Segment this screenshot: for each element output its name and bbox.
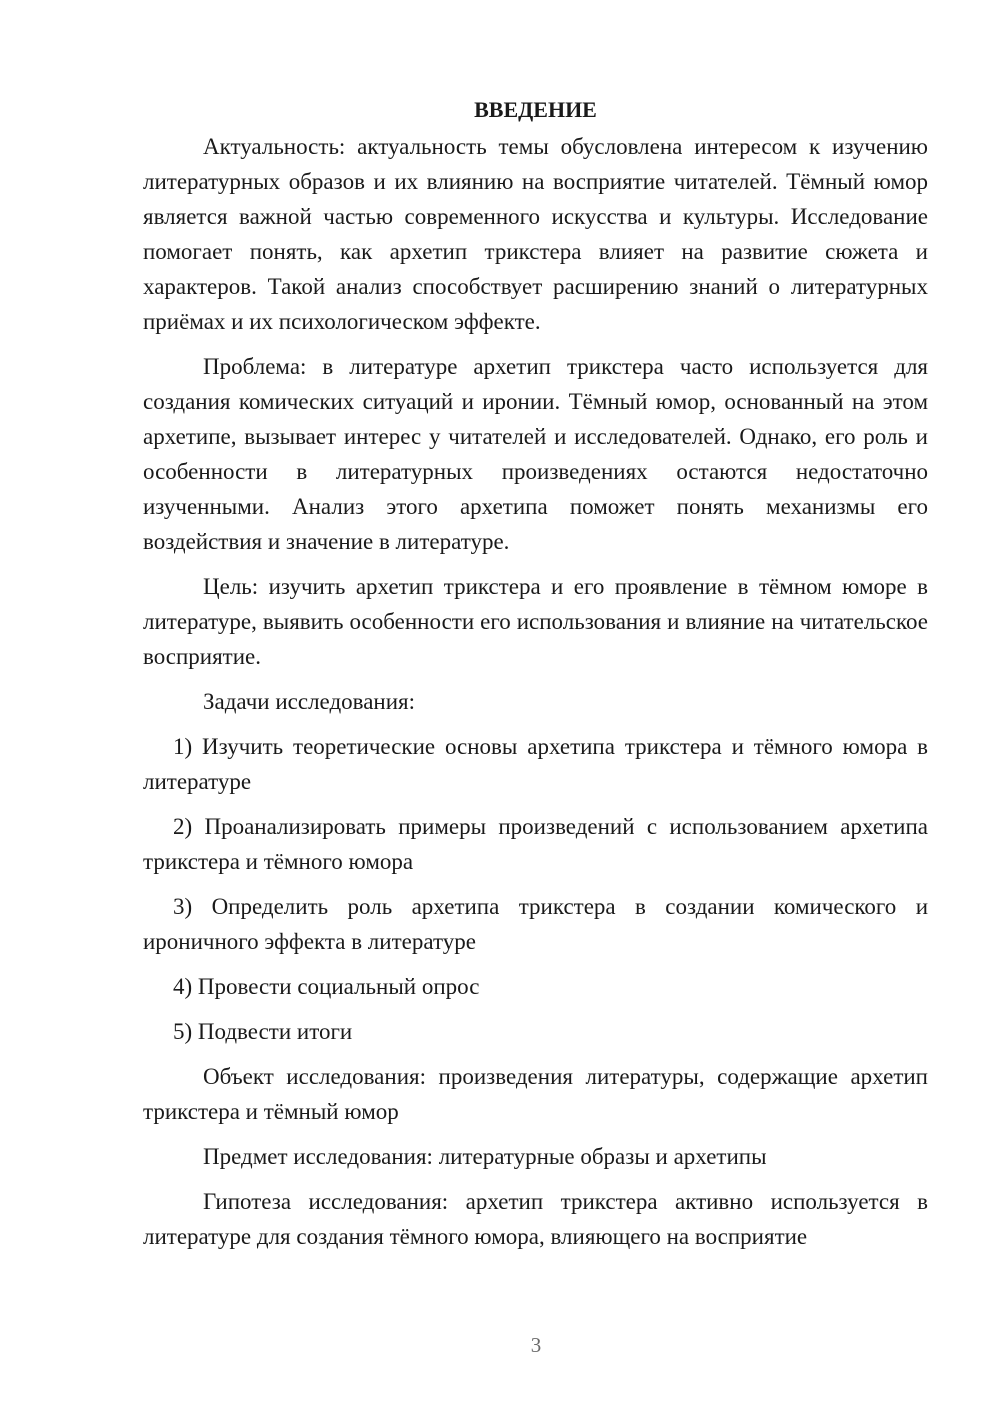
tasks-heading: Задачи исследования:	[203, 689, 416, 714]
paragraph-relevance: Актуальность: актуальность темы обусловлена интересом к изучению литературных образов и их влиянию на восприятие читателей. Тёмный юмор является важной частью современного искусства и культуры. Исследование помогает понять, как архетип трикстера влияет на развитие сюжета и характеров. Такой анализ способствует расширению знаний о литературных приёмах и их психологическом эффекте.	[143, 134, 928, 334]
task-item: 5) Подвести итоги	[173, 1019, 353, 1044]
task-item: 4) Провести социальный опрос	[173, 974, 480, 999]
task-item: 1) Изучить теоретические основы архетипа трикстера и тёмного юмора в литературе	[143, 734, 928, 794]
paragraph-problem: Проблема: в литературе архетип трикстера часто используется для создания комических ситуаций и иронии. Тёмный юмор, основанный на этом архетипе, вызывает интерес у читателей и исследователей. Однако, его роль и особенности в литературных произведениях остаются недостаточно изученными. Анализ этого архетипа поможет понять механизмы его воздействия и значение в литературе.	[143, 354, 928, 554]
paragraph-subject: Предмет исследования: литературные образы и архетипы	[203, 1144, 767, 1169]
section-heading: ВВЕДЕНИЕ	[474, 97, 597, 122]
page-number: 3	[530, 1333, 542, 1357]
task-item: 3) Определить роль архетипа трикстера в создании комического и ироничного эффекта в литературе	[143, 894, 928, 954]
document-page	[143, 92, 928, 1264]
paragraph-object: Объект исследования: произведения литературы, содержащие архетип трикстера и тёмный юмор	[143, 1064, 928, 1124]
task-item: 2) Проанализировать примеры произведений с использованием архетипа трикстера и тёмного юмора	[143, 814, 928, 874]
paragraph-goal: Цель: изучить архетип трикстера и его проявление в тёмном юморе в литературе, выявить особенности его использования и влияние на читательское восприятие.	[143, 574, 928, 669]
paragraph-hypothesis: Гипотеза исследования: архетип трикстера активно используется в литературе для создания тёмного юмора, влияющего на восприятие	[143, 1189, 928, 1249]
